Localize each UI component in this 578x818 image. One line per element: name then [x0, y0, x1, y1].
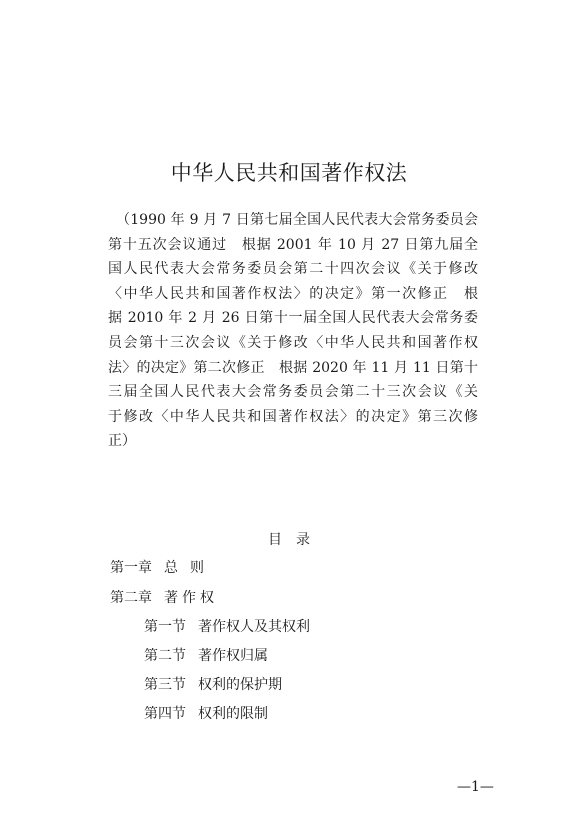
toc-entry-name: 权利的保护期 [198, 677, 282, 693]
toc-entry-chapter-1 [110, 557, 216, 577]
toc-entry-name: 著作权 [164, 590, 218, 606]
note-line: 于修改〈中华人民共和国著作权法〉的决定》第三次修 [108, 408, 478, 425]
note-line: 三届全国人民代表大会常务委员会第二十三次会议《关 [108, 384, 478, 401]
toc-entry-label: 第二节 [144, 648, 186, 664]
note-line: （1990 年 9 月 7 日第七届全国人民代表大会常务委员会 [116, 212, 478, 228]
toc-entry-section-3 [144, 674, 282, 694]
toc-entry-chapter-2 [110, 587, 218, 607]
note-line: 据 2010 年 2 月 26 日第十一届全国人民代表大会常务委 [108, 310, 478, 327]
note-line: 法〉的决定》第二次修正 根据 2020 年 11 月 11 日第十 [108, 359, 478, 376]
adoption-note [108, 208, 478, 454]
toc-entry-name: 权利的限制 [198, 706, 268, 722]
note-line: 员会第十三次会议《关于修改〈中华人民共和国著作权 [108, 334, 478, 351]
note-line: 〈中华人民共和国著作权法〉的决定》第一次修正 根 [108, 285, 478, 302]
document-title: 中华人民共和国著作权法 [170, 161, 408, 185]
note-line: 第十五次会议通过 根据 2001 年 10 月 27 日第九届全 [108, 236, 478, 253]
toc-entry-label: 第四节 [144, 706, 186, 722]
toc-entry-name: 著作权归属 [198, 648, 268, 664]
toc-entry-label: 第三节 [144, 677, 186, 693]
toc-entry-label: 第二章 [110, 590, 152, 606]
toc-entry-name: 著作权人及其权利 [198, 619, 310, 635]
page-number: —1— [457, 779, 494, 795]
toc-entry-section-4 [144, 703, 268, 723]
note-line: 国人民代表大会常务委员会第二十四次会议《关于修改 [108, 261, 478, 278]
toc-entry-name: 总则 [164, 560, 216, 576]
toc-entry-section-1 [144, 616, 310, 636]
toc-heading: 目录 [268, 532, 324, 548]
note-line: 正） [108, 433, 136, 450]
toc-entry-section-2 [144, 645, 268, 665]
toc-entry-label: 第一章 [110, 560, 152, 576]
toc-entry-label: 第一节 [144, 619, 186, 635]
